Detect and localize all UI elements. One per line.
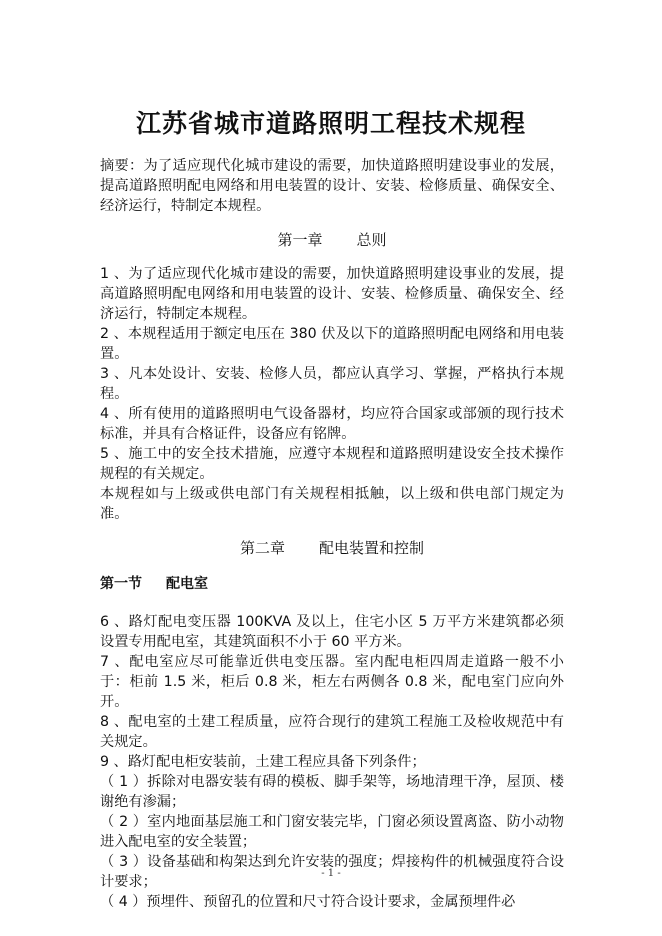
chapter-1-item: 2 、本规程适用于额定电压在 380 伏及以下的道路照明配电网络和用电装置。 <box>100 326 564 362</box>
chapter-1-item: 5 、施工中的安全技术措施，应遵守本规程和道路照明建设安全技术操作规程的有关规定。 <box>100 446 564 482</box>
chapter-2-number: 第二章 <box>239 539 285 557</box>
chapter-2-item: （ 3 ）设备基础和构架达到允许安装的强度；焊接构件的机械强度符合设计要求； <box>100 854 564 890</box>
chapter-2-item: 8 、配电室的土建工程质量，应符合现行的建筑工程施工及检收规范中有关规定。 <box>100 714 564 750</box>
chapter-2-item: （ 1 ）拆除对电器安装有碍的模板、脚手架等，场地清理干净，屋顶、楼谢绝有渗漏； <box>100 774 564 810</box>
chapter-2-item: 9 、路灯配电柜安装前，土建工程应具备下列条件； <box>100 754 426 770</box>
chapter-1-item: 1 、为了适应现代化城市建设的需要，加快道路照明建设事业的发展，提高道路照明配电网络和用电装置的设计、安装、检修质量、确保安全、经济运行，特制定本规程。 <box>100 266 564 322</box>
chapter-1-number: 第一章 <box>277 231 323 249</box>
page-number: - 1 - <box>321 868 341 879</box>
chapter-2-name: 配电装置和控制 <box>319 539 425 557</box>
section-1-heading <box>100 574 564 594</box>
chapter-2-item: 7 、配电室应尽可能靠近供电变压器。室内配电柜四周走道路一般不小于：柜前 1.5 米，柜后 0.8 米，柜左右两侧各 0.8 米，配电室门应向外开。 <box>100 654 564 710</box>
chapter-1-item: 4 、所有使用的道路照明电气设备器材，均应符合国家或部颁的现行技术标准，并具有合格证件，设备应有铭牌。 <box>100 406 564 442</box>
chapter-2-heading <box>100 538 564 558</box>
chapter-1-item: 本规程如与上级或供电部门有关规程相抵触，以上级和供电部门规定为准。 <box>100 486 564 522</box>
chapter-1-name: 总则 <box>356 231 387 249</box>
section-1-name: 配电室 <box>166 576 208 592</box>
document-body <box>100 156 564 912</box>
abstract-paragraph: 摘要：为了适应现代化城市建设的需要，加快道路照明建设事业的发展，提高道路照明配电网络和用电装置的设计、安装、检修质量、确保安全、经济运行，特制定本规程。 <box>100 158 564 214</box>
chapter-1-item: 3 、凡本处设计、安装、检修人员，都应认真学习、掌握，严格执行本规程。 <box>100 366 564 402</box>
document-title: 江苏省城市道路照明工程技术规程 <box>135 109 526 138</box>
chapter-2-item: （ 2 ）室内地面基层施工和门窗安装完毕，门窗必须设置离盗、防小动物进入配电室的安全装置； <box>100 814 564 850</box>
chapter-2-item: 6 、路灯配电变压器 100KVA 及以上，住宅小区 5 万平方米建筑都必须设置专用配电室，其建筑面积不小于 60 平方米。 <box>100 614 564 650</box>
section-1-number: 第一节 <box>100 576 142 592</box>
chapter-2-item: （ 4 ）预埋件、预留孔的位置和尺寸符合设计要求，金属预埋件必 <box>100 894 516 910</box>
chapter-1-heading <box>100 230 564 250</box>
